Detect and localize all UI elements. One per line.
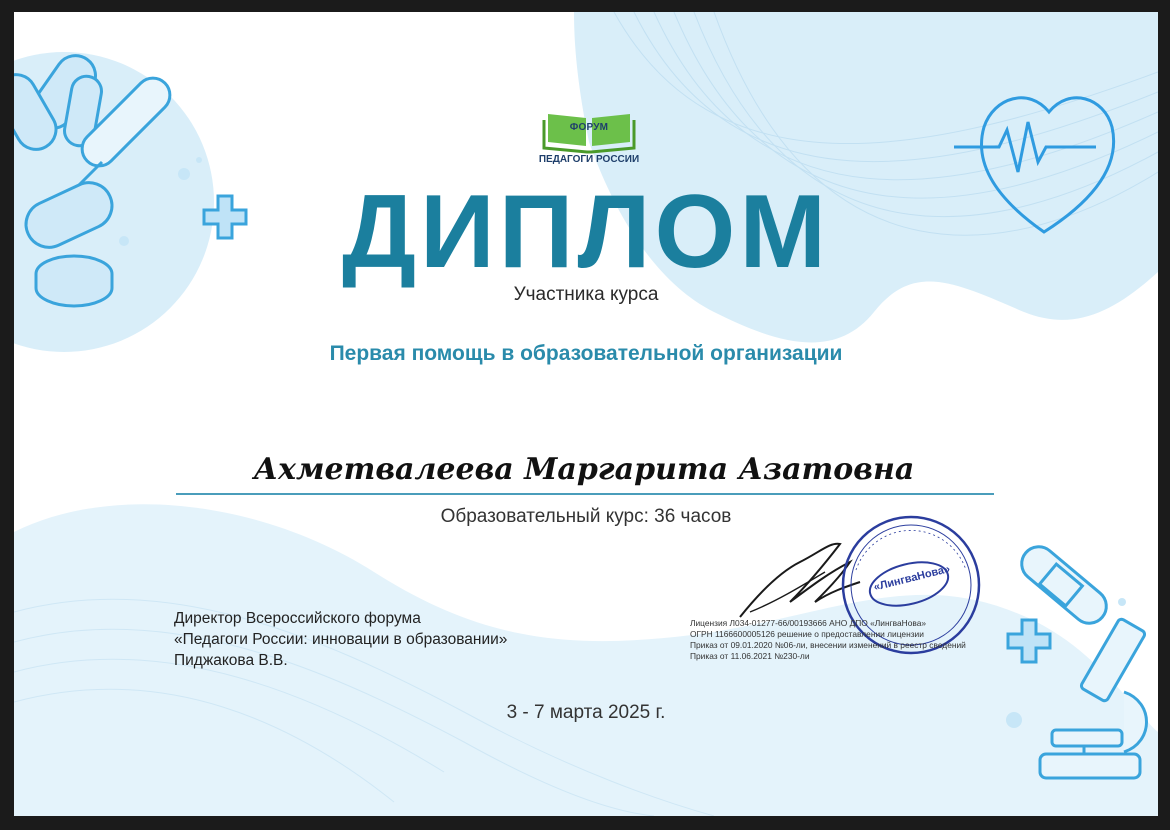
recipient-name: Ахметвалеева Маргарита Азатовна: [253, 452, 915, 487]
signatory-block: [174, 608, 507, 671]
signatory-line-3: Пиджакова В.В.: [174, 652, 288, 669]
name-underline: [176, 493, 994, 495]
diploma-subtitle: Участника курса: [513, 284, 659, 305]
logo-top-text: ФОРУМ: [569, 122, 609, 133]
license-line-1: Лицензия Л034-01277-66/00193666 АНО ДПО «ЛингваНова»: [690, 618, 927, 628]
stamp-center-text: «ЛингваНова»: [872, 562, 952, 594]
course-date: 3 - 7 марта 2025 г.: [506, 702, 666, 723]
diploma-title: ДИПЛОМ: [341, 174, 831, 290]
course-name: Первая помощь в образовательной организации: [329, 342, 843, 365]
bandage-icon: [1015, 540, 1113, 630]
signatory-line-2: «Педагоги России: инновации в образовании»: [174, 631, 508, 648]
forum-logo: [534, 106, 644, 176]
license-line-4: Приказ от 11.06.2021 №230-ли: [690, 651, 810, 661]
logo-bottom-text: ПЕДАГОГИ РОССИИ: [538, 154, 640, 165]
course-hours: Образовательный курс: 36 часов: [440, 506, 732, 527]
diploma-sheet: [14, 12, 1158, 816]
signatory-line-1: Директор Всероссийского форума: [174, 610, 421, 627]
license-line-3: Приказ от 09.01.2020 №06-ли, внесении изменений в реестр сведений: [690, 640, 966, 650]
license-block: [690, 618, 966, 662]
license-line-2: ОГРН 1166600005126 решение о предоставлении лицензии: [690, 629, 924, 639]
